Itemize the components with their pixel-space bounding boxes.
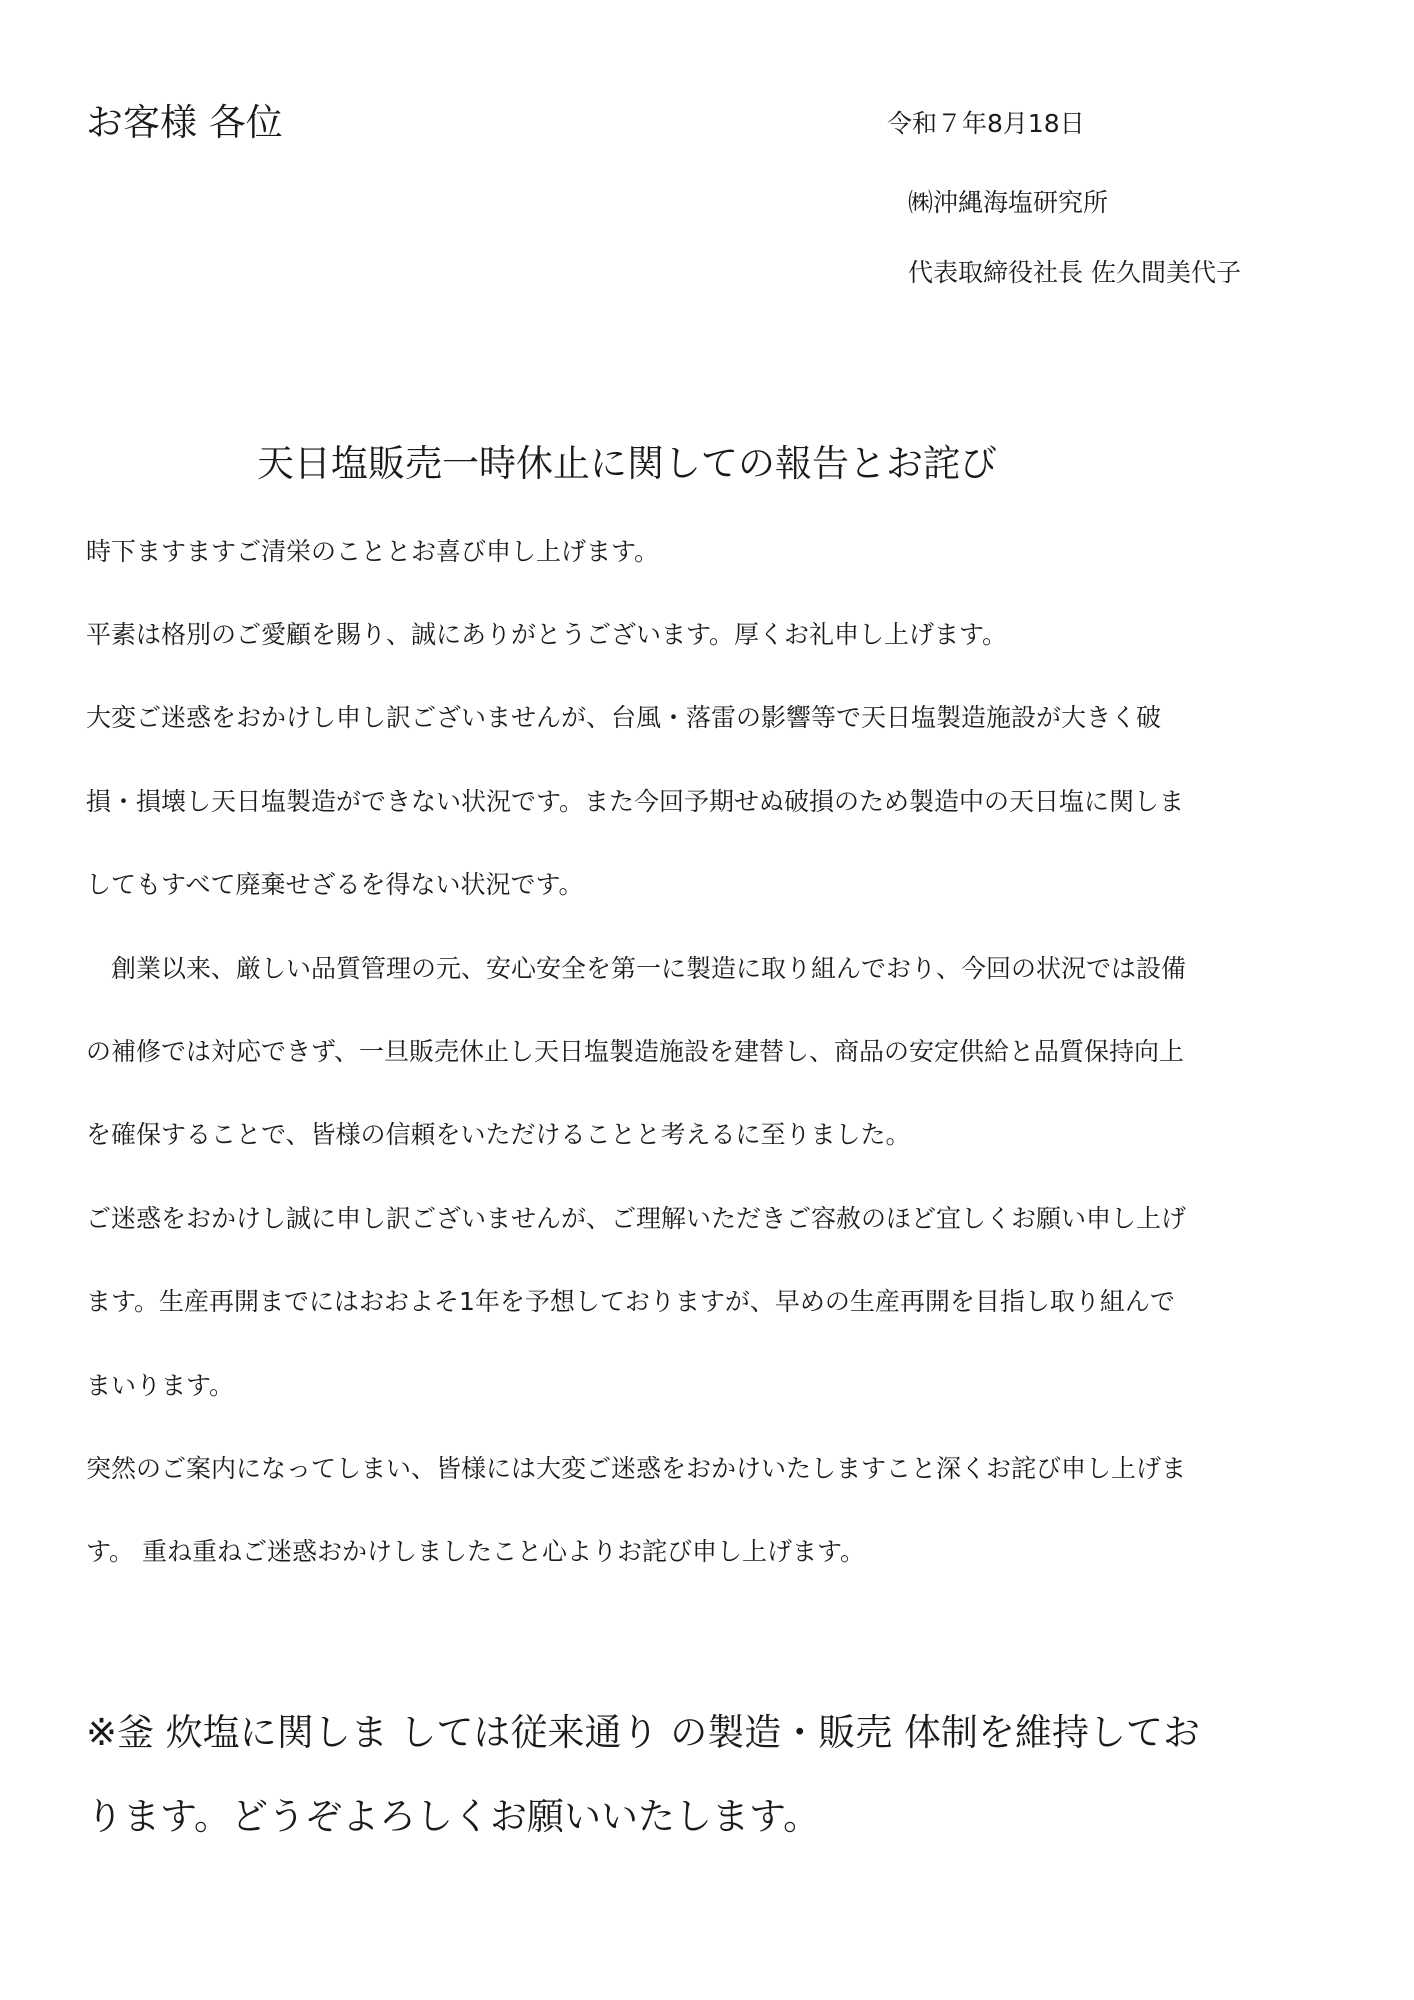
body-line: してもすべて廃棄せざるを得ない状況です。	[86, 870, 584, 899]
body-line: まいります。	[86, 1371, 235, 1400]
body-line: 時下ますますご清栄のこととお喜び申し上げます。	[86, 537, 660, 566]
body-line: 創業以来、厳しい品質管理の元、安心安全を第一に製造に取り組んでおり、今回の状況では設備	[86, 954, 1187, 983]
representative-name: 代表取締役社長 佐久間美代子	[908, 258, 1241, 287]
salutation: お客様 各位	[86, 101, 283, 144]
footnote-line: ※釜 炊塩に関しま しては従来通り の製造・販売 体制を維持してお	[86, 1711, 1201, 1754]
body-line: 大変ご迷惑をおかけし申し訳ございませんが、台風・落雷の影響等で天日塩製造施設が大きく破	[86, 703, 1162, 732]
body-line: の補修では対応できず、一旦販売休止し天日塩製造施設を建替し、商品の安定供給と品質保持向上	[86, 1037, 1185, 1066]
document-title: 天日塩販売一時休止に関しての報告とお詫び	[257, 442, 997, 485]
body-line: を確保することで、皆様の信頼をいただけることと考えるに至りました。	[86, 1120, 911, 1149]
date: 令和７年8月18日	[887, 109, 1085, 138]
body-line: 平素は格別のご愛顧を賜り、誠にありがとうございます。厚くお礼申し上げます。	[86, 620, 1008, 649]
body-line: 突然のご案内になってしまい、皆様には大変ご迷惑をおかけいたしますこと深くお詫び申し上げま	[86, 1454, 1187, 1483]
company-name: ㈱沖縄海塩研究所	[908, 188, 1109, 217]
body-line: ご迷惑をおかけし誠に申し訳ございませんが、ご理解いただきご容赦のほど宜しくお願い申し上げ	[86, 1204, 1187, 1233]
footnote-line: ります。どうぞよろしくお願いいたします。	[86, 1795, 821, 1838]
body-line: す。 重ね重ねご迷惑おかけしましたこと心よりお詫び申し上げます。	[86, 1537, 865, 1566]
body-line: 損・損壊し天日塩製造ができない状況です。また今回予期せぬ破損のため製造中の天日塩に関しま	[86, 787, 1185, 816]
body-line: ます。生産再開までにはおおよそ1年を予想しておりますが、早めの生産再開を目指し取り組んで	[86, 1287, 1175, 1316]
